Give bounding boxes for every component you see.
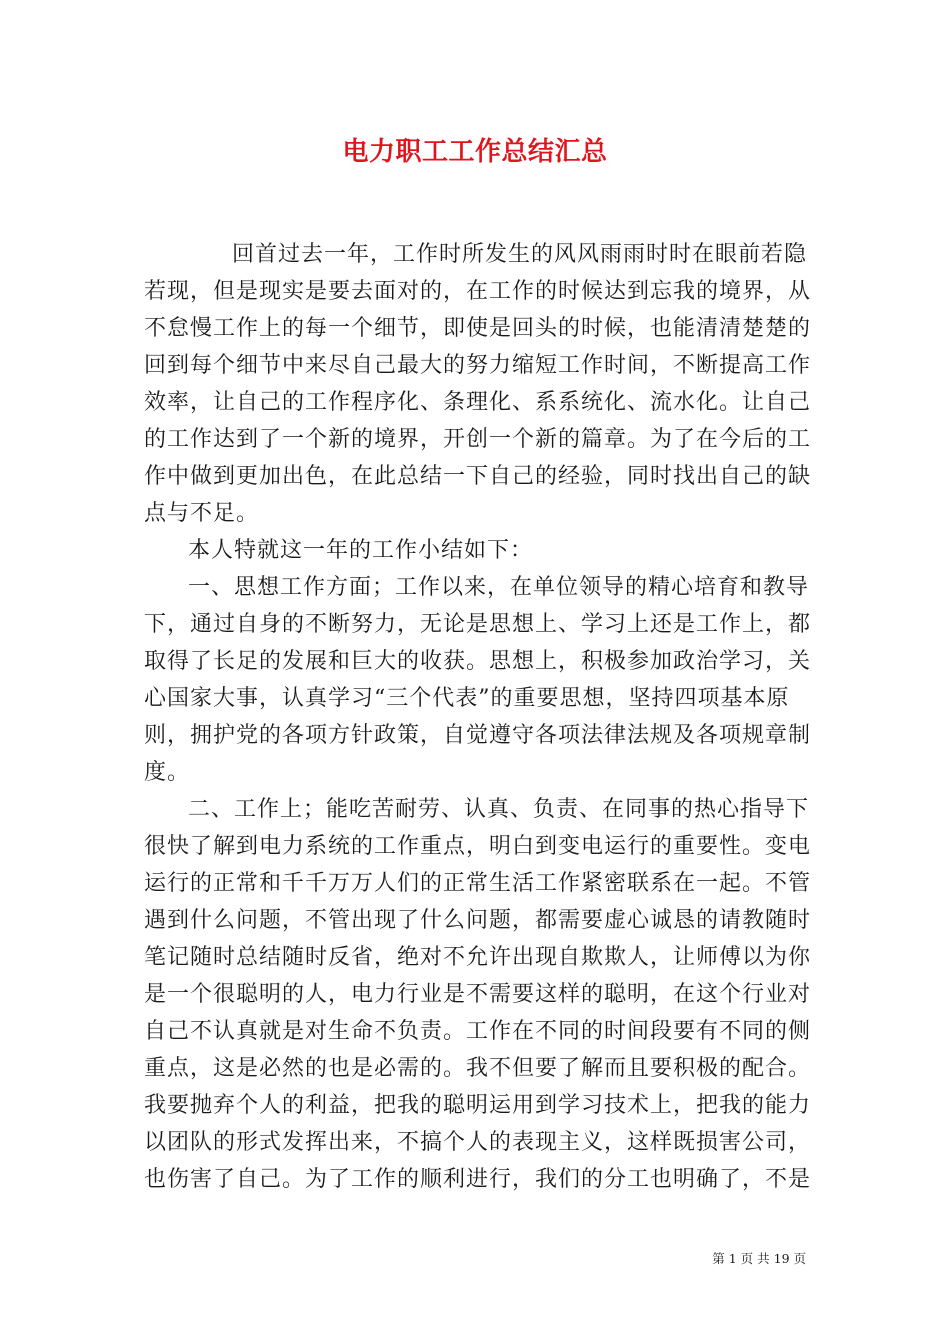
text-line: 回首过去一年，工作时所发生的风风雨雨时时在眼前若隐 bbox=[232, 242, 808, 267]
text-line: 遇到什么问题，不管出现了什么问题，都需要虚心诚恳的请教随时 bbox=[144, 908, 812, 933]
text-line: 很快了解到电力系统的工作重点，明白到变电运行的重要性。变电 bbox=[144, 834, 812, 859]
text-line: 运行的正常和千千万万人们的正常生活工作紧密联系在一起。不管 bbox=[144, 871, 812, 896]
text-line: 重点，这是必然的也是必需的。我不但要了解而且要积极的配合。 bbox=[144, 1056, 812, 1081]
text-line: 心国家大事，认真学习“三个代表”的重要思想，坚持四项基本原 bbox=[144, 686, 790, 711]
text-line: 的工作达到了一个新的境界，开创一个新的篇章。为了在今后的工 bbox=[144, 427, 812, 452]
text-line: 我要抛弃个人的利益，把我的聪明运用到学习技术上，把我的能力 bbox=[144, 1093, 812, 1118]
text-line: 作中做到更加出色，在此总结一下自己的经验，同时找出自己的缺 bbox=[144, 464, 812, 489]
document-title: 电力职工工作总结汇总 bbox=[342, 137, 608, 167]
text-line: 是一个很聪明的人，电力行业是不需要这样的聪明，在这个行业对 bbox=[144, 982, 812, 1007]
text-line: 笔记随时总结随时反省，绝对不允许出现自欺欺人，让师傅以为你 bbox=[144, 945, 812, 970]
text-line: 下，通过自身的不断努力，无论是思想上、学习上还是工作上，都 bbox=[144, 612, 812, 637]
text-line: 以团队的形式发挥出来，不搞个人的表现主义，这样既损害公司， bbox=[144, 1130, 812, 1155]
text-line: 则，拥护党的各项方针政策，自觉遵守各项法律法规及各项规章制 bbox=[144, 723, 812, 748]
text-line: 一、思想工作方面；工作以来，在单位领导的精心培育和教导 bbox=[188, 575, 810, 600]
text-line: 回到每个细节中来尽自己最大的努力缩短工作时间，不断提高工作 bbox=[144, 353, 812, 378]
text-line: 效率，让自己的工作程序化、条理化、系系统化、流水化。让自己 bbox=[144, 390, 812, 415]
page-number: 第 1 页 共 19 页 bbox=[712, 1251, 806, 1266]
text-line: 自己不认真就是对生命不负责。工作在不同的时间段要有不同的侧 bbox=[144, 1019, 812, 1044]
text-line: 也伤害了自己。为了工作的顺利进行，我们的分工也明确了，不是 bbox=[144, 1167, 812, 1192]
text-line: 不怠慢工作上的每一个细节，即使是回头的时候，也能清清楚楚的 bbox=[144, 316, 812, 341]
text-line: 若现，但是现实是要去面对的，在工作的时候达到忘我的境界，从 bbox=[144, 279, 812, 304]
text-line: 点与不足。 bbox=[144, 501, 260, 526]
text-line: 取得了长足的发展和巨大的收获。思想上，积极参加政治学习，关 bbox=[144, 649, 812, 674]
text-line: 度。 bbox=[144, 760, 191, 785]
text-line: 本人特就这一年的工作小结如下： bbox=[188, 538, 534, 563]
text-line: 二、工作上；能吃苦耐劳、认真、负责、在同事的热心指导下 bbox=[188, 797, 810, 822]
